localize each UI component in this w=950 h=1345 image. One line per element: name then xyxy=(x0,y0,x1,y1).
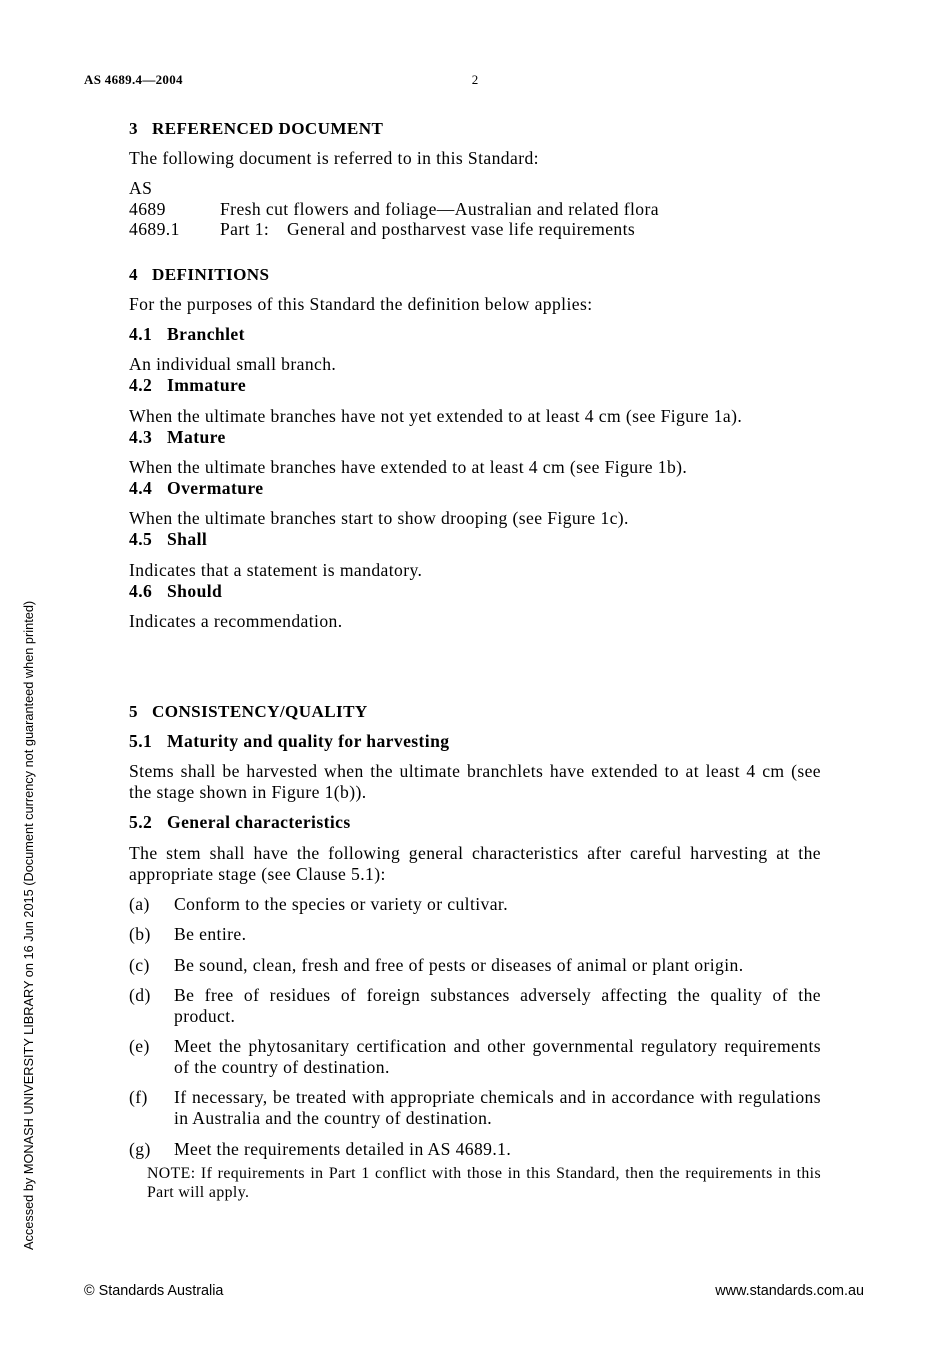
text-line: of the country of destination. xyxy=(174,1057,390,1078)
section-heading xyxy=(129,118,821,139)
definition-text: When the ultimate branches start to show drooping (see Figure 1c). xyxy=(129,508,629,529)
section-title: REFERENCED DOCUMENT xyxy=(152,118,384,138)
definition-text: When the ultimate branches have extended to at least 4 cm (see Figure 1b). xyxy=(129,456,688,477)
definition-text: An individual small branch. xyxy=(129,354,337,375)
text-line: Be entire. xyxy=(174,924,247,945)
list-item xyxy=(129,1036,821,1078)
item-label: (d) xyxy=(129,984,151,1005)
text-line: If necessary, be treated with appropriate chemicals and in accordance with regulations xyxy=(174,1087,821,1108)
website-address: www.standards.com.au xyxy=(715,1283,864,1299)
definition-heading xyxy=(129,427,821,448)
clause-title: Maturity and quality for harvesting xyxy=(167,730,450,751)
note-line: NOTE: If requirements in Part 1 conflict with those in this Standard, then the requirements in this xyxy=(147,1164,821,1182)
note xyxy=(147,1164,821,1202)
clause-5-2-text xyxy=(129,843,821,885)
note-line: Part will apply. xyxy=(147,1183,250,1201)
section-title: CONSISTENCY/QUALITY xyxy=(152,701,368,721)
item-label: (f) xyxy=(129,1087,148,1108)
standard-code: 4689.1 xyxy=(129,219,180,240)
clause-title: General characteristics xyxy=(167,812,351,833)
section-5 xyxy=(129,701,821,1202)
text-line: in Australia and the country of destination. xyxy=(174,1108,493,1129)
section-heading xyxy=(129,701,821,722)
item-label: (b) xyxy=(129,924,151,945)
table-row xyxy=(129,199,821,220)
clause-number: 4.6 xyxy=(129,580,153,601)
text-line: Meet the phytosanitary certification and other governmental regulatory requirements xyxy=(174,1036,821,1057)
clause-number: 5.1 xyxy=(129,730,153,751)
text-line: the stage shown in Figure 1(b)). xyxy=(129,782,367,803)
section-intro: The following document is referred to in this Standard: xyxy=(129,147,539,168)
section-4 xyxy=(129,264,821,632)
definition-term: Branchlet xyxy=(167,324,245,345)
standard-part: Part 1: xyxy=(220,219,270,240)
standard-title: General and postharvest vase life requirements xyxy=(287,219,636,240)
definition-4-5 xyxy=(129,529,821,580)
clause-number: 4.4 xyxy=(129,477,153,498)
text-line: Conform to the species or variety or cultivar. xyxy=(174,893,509,914)
definition-heading xyxy=(129,529,821,550)
definition-4-1 xyxy=(129,324,821,375)
definition-text: When the ultimate branches have not yet extended to at least 4 cm (see Figure 1a). xyxy=(129,405,743,426)
definition-term: Immature xyxy=(167,375,247,396)
item-text xyxy=(174,985,821,1027)
item-label: (a) xyxy=(129,893,150,914)
section-heading xyxy=(129,264,821,285)
list-item xyxy=(129,1139,821,1160)
clause-5-1-heading xyxy=(129,731,821,752)
copyright-notice: © Standards Australia xyxy=(84,1283,224,1299)
section-number: 5 xyxy=(129,701,138,721)
clause-number: 4.5 xyxy=(129,529,153,550)
standard-title: Fresh cut flowers and foliage—Australian and related flora xyxy=(220,198,659,219)
section-number: 3 xyxy=(129,118,138,138)
document-number: AS 4689.4—2004 xyxy=(84,72,183,87)
text-line: Be free of residues of foreign substances adversely affecting the quality of the xyxy=(174,984,821,1005)
access-notice: Accessed by MONASH UNIVERSITY LIBRARY on 16 Jun 2015 (Document currency not guaranteed when printed) xyxy=(21,600,36,1250)
list-item xyxy=(129,894,821,915)
item-text xyxy=(174,924,821,945)
text-line: product. xyxy=(174,1005,236,1026)
text-line: Be sound, clean, fresh and free of pests or diseases of animal or plant origin. xyxy=(174,954,744,975)
table-row xyxy=(129,178,821,199)
text-line: Stems shall be harvested when the ultimate branchlets have extended to at least 4 cm (see xyxy=(129,761,821,782)
list-item xyxy=(129,1087,821,1129)
section-3 xyxy=(129,118,821,240)
referenced-documents-table xyxy=(129,178,821,240)
table-row xyxy=(129,219,821,240)
definition-4-3 xyxy=(129,427,821,478)
section-intro: For the purposes of this Standard the definition below applies: xyxy=(129,293,593,314)
item-label: (g) xyxy=(129,1138,151,1159)
definition-term: Mature xyxy=(167,426,226,447)
item-text xyxy=(174,1036,821,1078)
standard-code: 4689 xyxy=(129,198,166,219)
definition-text: Indicates that a statement is mandatory. xyxy=(129,559,423,580)
standard-series: AS xyxy=(129,178,153,199)
definition-term: Should xyxy=(167,580,223,601)
item-label: (c) xyxy=(129,954,150,975)
characteristics-list xyxy=(129,894,821,1160)
definition-4-4 xyxy=(129,478,821,529)
clause-number: 4.3 xyxy=(129,426,153,447)
text-line: The stem shall have the following general characteristics after careful harvesting at the xyxy=(129,842,821,863)
clause-number: 4.1 xyxy=(129,324,153,345)
clause-5-2-heading xyxy=(129,812,821,833)
section-title: DEFINITIONS xyxy=(152,264,270,284)
item-label: (e) xyxy=(129,1036,150,1057)
definition-text: Indicates a recommendation. xyxy=(129,610,343,631)
definition-term: Shall xyxy=(167,529,208,550)
definition-heading xyxy=(129,324,821,345)
definition-4-2 xyxy=(129,375,821,426)
clause-number: 5.2 xyxy=(129,812,153,833)
item-text xyxy=(174,955,821,976)
definition-heading xyxy=(129,581,821,602)
text-line: Meet the requirements detailed in AS 4689.1. xyxy=(174,1138,512,1159)
section-number: 4 xyxy=(129,264,138,284)
list-item xyxy=(129,955,821,976)
page-number: 2 xyxy=(471,72,479,87)
text-line: appropriate stage (see Clause 5.1): xyxy=(129,863,386,884)
definition-heading xyxy=(129,375,821,396)
clause-5-1-text xyxy=(129,761,821,803)
item-text xyxy=(174,1139,821,1160)
definition-4-6 xyxy=(129,581,821,632)
item-text xyxy=(174,1087,821,1129)
definition-term: Overmature xyxy=(167,477,264,498)
item-text xyxy=(174,894,821,915)
list-item xyxy=(129,924,821,945)
list-item xyxy=(129,985,821,1027)
clause-number: 4.2 xyxy=(129,375,153,396)
definition-heading xyxy=(129,478,821,499)
